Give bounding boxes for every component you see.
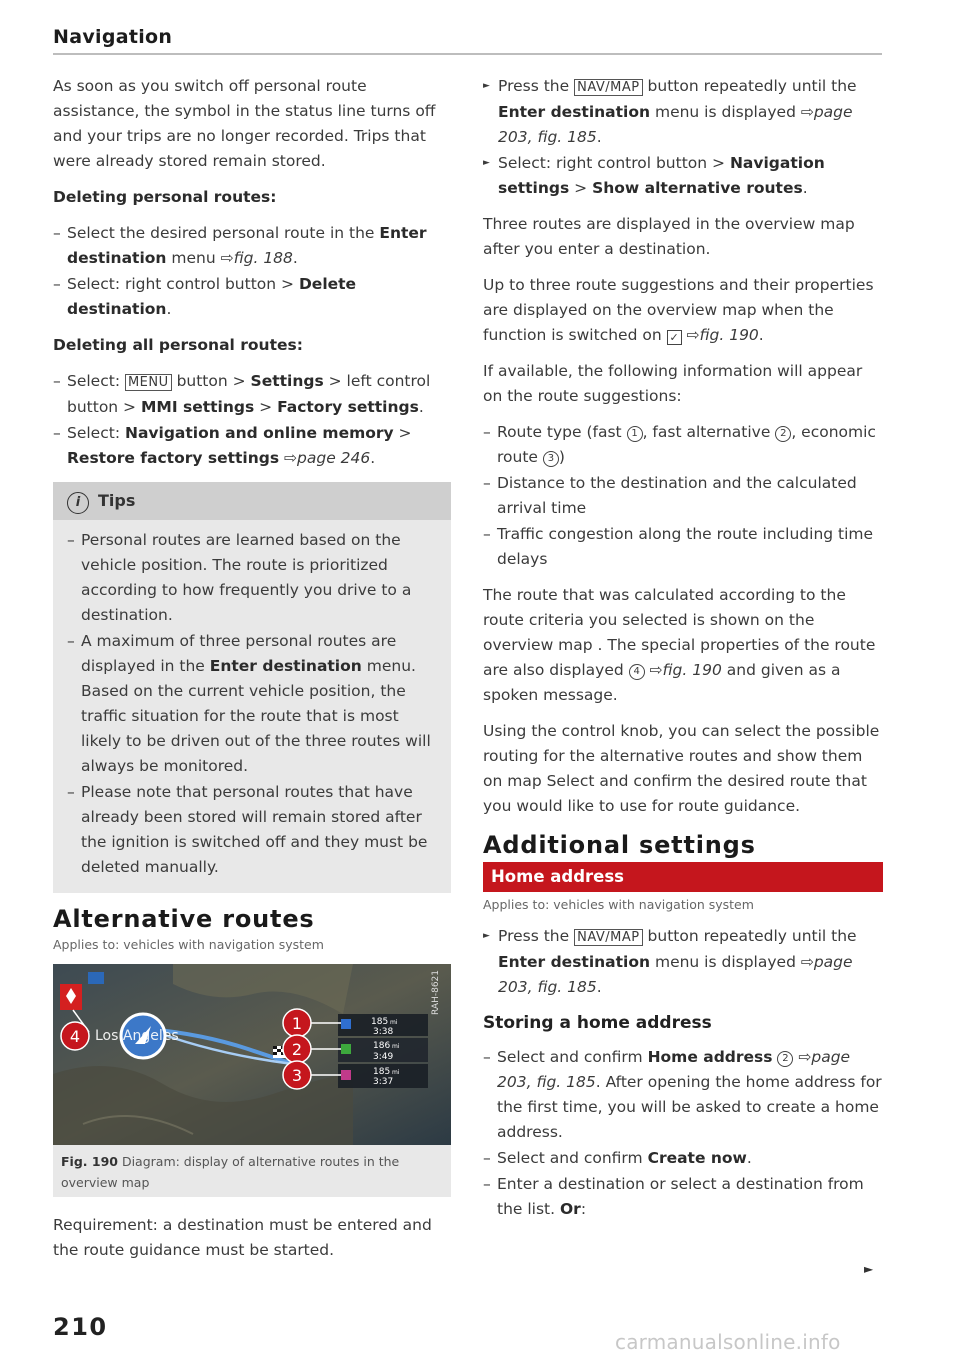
svg-text:4: 4 [69,1027,81,1046]
map-city-label: Los Angeles [95,1028,179,1044]
deleting-personal-routes-heading: Deleting personal routes: [53,188,277,206]
list-item: ► Press the NAV/MAP button repeatedly until the Enter destination menu is displayed ⇨page 203, fig. 185. [483,74,883,150]
three-routes-paragraph: Three routes are displayed in the overview map after you enter a destination. [483,215,855,258]
watermark: carmanualsonline.info [615,1330,841,1354]
list-item: – Distance to the destination and the calculated arrival time [483,471,883,521]
figure-code: RAH-8621 [431,970,441,1015]
callout-3 [283,1061,311,1089]
tips-box [53,482,451,893]
delete-all-steps [53,369,451,471]
open-menu-steps [483,74,883,201]
route-3-distance: 185 [373,1067,391,1077]
list-item: ► Select: right control button > Navigation settings > Show alternative routes. [483,151,883,201]
requirement-paragraph: Requirement: a destination must be entered and the route guidance must be started. [53,1216,432,1259]
home-address-bar: Home address [483,862,883,892]
storing-home-heading: Storing a home address [483,1013,712,1033]
list-item: – Enter a destination or select a destination from the list. Or: [483,1172,883,1222]
route-3-time: 3:37 [373,1077,394,1087]
intro-paragraph: As soon as you switch off personal route assistance, the symbol in the status line turns off and your trips are no longer recorded. Trips that were already stored remain stored. [53,77,436,170]
callout-2 [283,1035,311,1063]
list-item: – Route type (fast 1 , fast alternative 2 , economic route 3 ) [483,420,883,470]
header-rule [53,53,882,55]
storing-home-steps [483,1045,883,1222]
list-item: ► Press the NAV/MAP button repeatedly until the Enter destination menu is displayed ⇨page 203, fig. 185. [483,924,883,1000]
home-open-steps [483,924,883,1000]
route-2-distance: 186 [373,1041,391,1051]
route-1-time: 3:38 [373,1027,394,1037]
svg-text:mi: mi [392,1043,400,1050]
route-1-distance: 185 [371,1017,389,1027]
map-illustration [53,964,451,1145]
tip-item: – Personal routes are learned based on the vehicle position. The route is prioritized according to how frequently you drive to a destination. [67,528,439,628]
left-column [53,74,451,1274]
svg-text:mi: mi [390,1019,398,1026]
svg-text:mi: mi [392,1069,400,1076]
alternative-routes-heading: Alternative routes [53,905,315,933]
applies-to-note: Applies to: vehicles with navigation system [53,937,324,952]
tips-list [53,520,451,880]
deleting-all-routes-heading: Deleting all personal routes: [53,336,303,354]
calculated-route-paragraph: The route that was calculated according to the route criteria you selected is shown on the overview map . The special properties of the route are also displayed 4 ⇨fig. 190 and given as a spoken message. [483,586,876,704]
list-item: – Select and confirm Home address 2 ⇨page 203, fig. 185. After opening the home address for the first time, you will be asked to create a home address. [483,1045,883,1145]
route-2-time: 3:49 [373,1052,394,1062]
route-info-list [483,420,883,572]
list-item: – Select the desired personal route in the Enter destination menu ⇨fig. 188. [53,221,451,271]
callout-1 [283,1009,311,1037]
figure-caption: Fig. 190 Diagram: display of alternative routes in the overview map [53,1145,451,1197]
alternative-routes-map-figure [53,964,451,1145]
list-item: – Select and confirm Create now. [483,1146,883,1171]
svg-text:3: 3 [291,1066,303,1085]
svg-text:1: 1 [291,1014,303,1033]
checkbox-icon: ✓ [667,330,682,345]
applies-to-note-right: Applies to: vehicles with navigation system [483,897,754,912]
tip-item: – A maximum of three personal routes are displayed in the Enter destination menu. Based on the current vehicle position, the traffic situation for the route that is most likely to be driven out of the three routes will always be monitored. [67,629,439,779]
page-number: 210 [53,1313,108,1341]
info-icon: i [67,492,89,514]
list-item: – Traffic congestion along the route including time delays [483,522,883,572]
list-item: – Select: Navigation and online memory > Restore factory settings ⇨page 246. [53,421,451,471]
control-knob-paragraph: Using the control knob, you can select the possible routing for the alternative routes and show them on map Select and confirm the desired route that you would like to use for route guidance. [483,722,880,815]
delete-route-steps [53,221,451,322]
continue-arrow-icon: ► [864,1262,874,1276]
list-item: – Select: right control button > Delete destination. [53,272,451,322]
right-column [483,74,883,1233]
suggestions-paragraph: Up to three route suggestions and their properties are displayed on the overview map when the function is switched on ✓ ⇨fig. 190. [483,276,874,344]
additional-settings-heading: Additional settings [483,831,756,859]
svg-text:2: 2 [291,1040,303,1059]
section-header: Navigation [53,26,173,48]
if-available-paragraph: If available, the following information will appear on the route suggestions: [483,362,863,405]
list-item: – Select: MENU button > Settings > left control button > MMI settings > Factory settings. [53,369,451,420]
tip-item: – Please note that personal routes that have already been stored will remain stored after the ignition is switched off and they must be deleted manually. [67,780,439,880]
tips-header: i Tips [53,482,451,520]
